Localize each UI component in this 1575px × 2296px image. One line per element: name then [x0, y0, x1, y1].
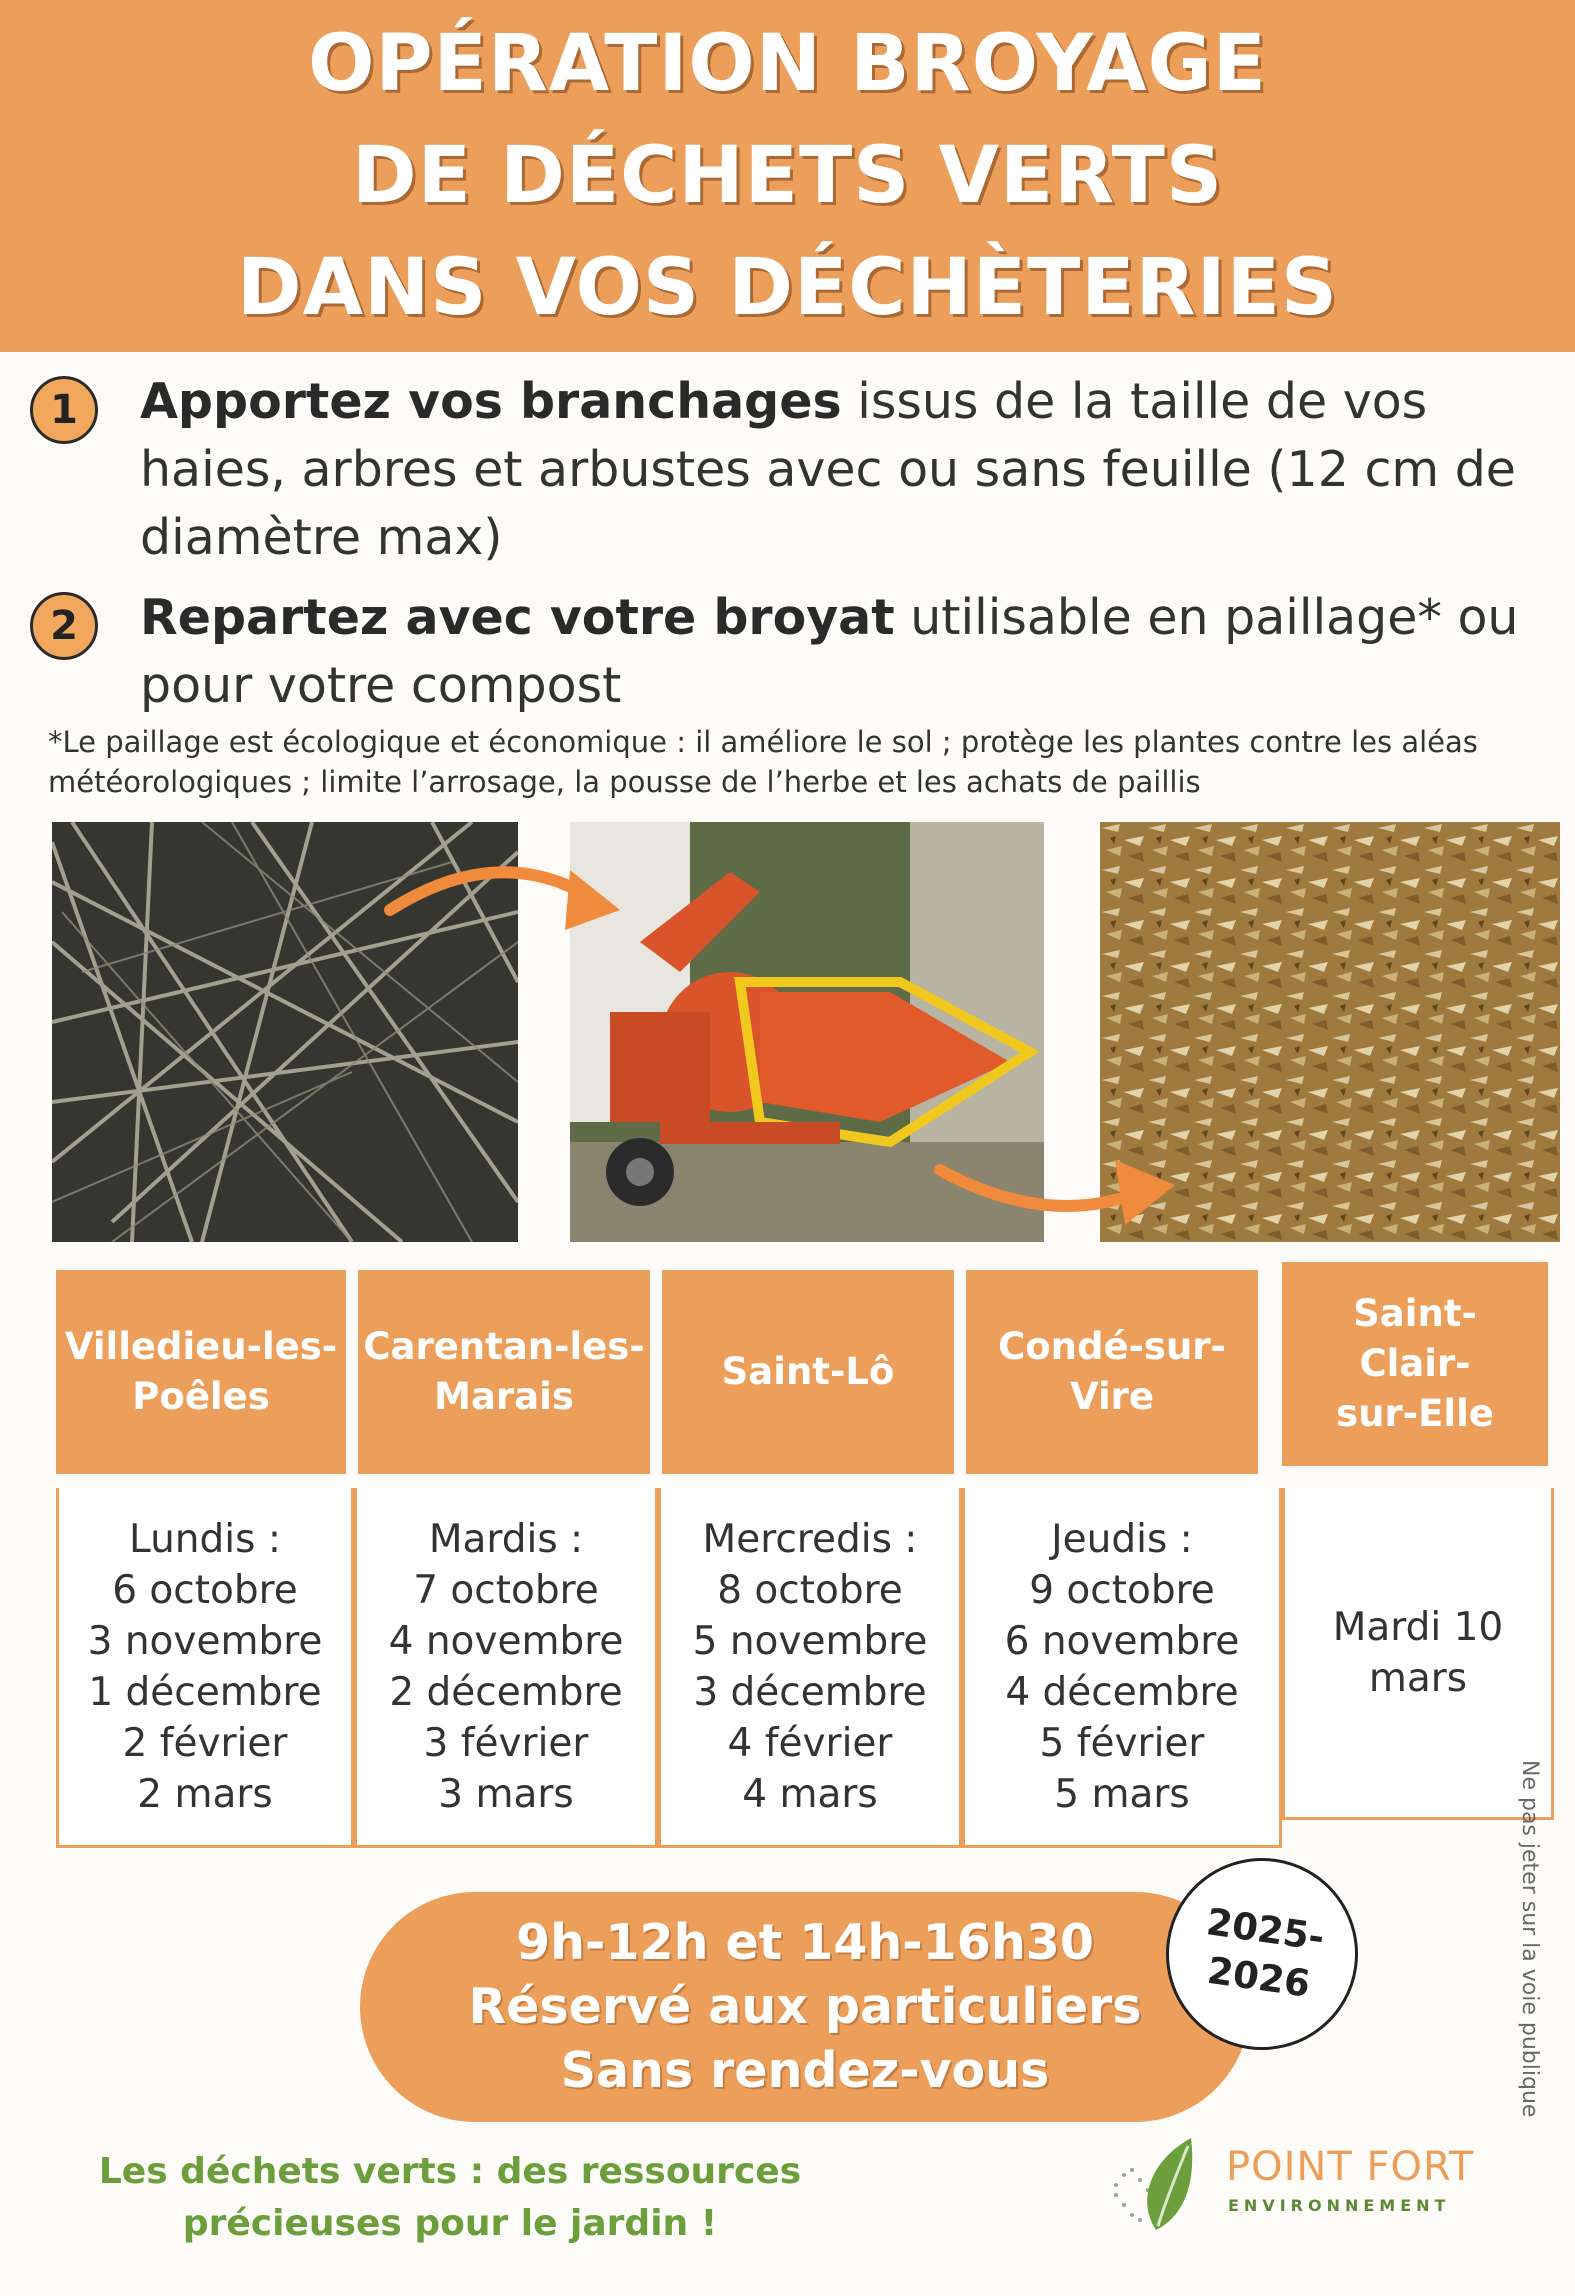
date-line: 6 novembre: [1004, 1618, 1240, 1664]
logo-name: POINT FORT: [1226, 2144, 1475, 2190]
dates-conde: [962, 1488, 1282, 1848]
date-line: 5 février: [1039, 1720, 1205, 1766]
paillage-note: *Le paillage est écologique et économique : il améliore le sol ; protège les plantes contre les aléas météorologiques ; limite l’arrosage, la pousse de l’herbe et les achats de paillis: [48, 725, 1478, 799]
date-line: 6 octobre: [112, 1567, 298, 1613]
year-line-1: 2025-: [1203, 1900, 1327, 1960]
logo-subtitle: ENVIRONNEMENT: [1228, 2196, 1451, 2215]
date-line: 2 février: [122, 1720, 288, 1766]
date-line: 3 février: [423, 1720, 589, 1766]
site-header-carentan: Carentan-les-Marais: [358, 1270, 650, 1474]
step-1-text: [140, 368, 1550, 572]
date-line: 4 novembre: [388, 1618, 624, 1664]
date-line: 2 mars: [137, 1771, 273, 1817]
date-line: Jeudis :: [1051, 1516, 1193, 1562]
side-legal-text: Ne pas jeter sur la voie publique: [1517, 1760, 1542, 2118]
year-line-2: 2026: [1204, 1948, 1313, 2006]
arrow-right-icon: [930, 1140, 1190, 1250]
date-line: Lundis :: [129, 1516, 281, 1562]
title-banner: [0, 0, 1575, 352]
dates-villedieu: [56, 1488, 354, 1848]
date-line: 4 mars: [742, 1771, 878, 1817]
title-line-3: DANS VOS DÉCHÈTERIES: [236, 243, 1339, 333]
leaf-logo-icon: [1106, 2130, 1216, 2240]
step-2-rest: utilisable en paillage* ou pour votre compost: [140, 589, 1519, 714]
date-line: 9 octobre: [1029, 1567, 1215, 1613]
date-line: 2 décembre: [389, 1669, 623, 1715]
dates-carentan: [354, 1488, 658, 1848]
title-line-1: OPÉRATION BROYAGE: [308, 19, 1267, 109]
step-2-number: 2: [30, 592, 98, 660]
date-line: Mercredis :: [702, 1516, 918, 1562]
site-header-villedieu: Villedieu-les-Poêles: [56, 1270, 346, 1474]
step-1-bold: Apportez vos branchages: [140, 373, 842, 430]
step-2-bold: Repartez avec votre broyat: [140, 589, 895, 646]
slogan-line-2: précieuses pour le jardin !: [182, 2203, 718, 2244]
step-1-number: 1: [30, 376, 98, 444]
date-line: 3 novembre: [87, 1618, 323, 1664]
reserved-note: Réservé aux particuliers: [468, 1978, 1142, 2035]
dates-saint-clair: [1282, 1488, 1554, 1820]
date-line: mars: [1368, 1655, 1468, 1701]
date-line: 4 décembre: [1005, 1669, 1239, 1715]
step-2-text: [140, 584, 1550, 720]
date-line: 1 décembre: [88, 1669, 322, 1715]
date-line: 4 février: [727, 1720, 893, 1766]
date-line: 8 octobre: [717, 1567, 903, 1613]
point-fort-logo: [1106, 2130, 1486, 2240]
title-line-2: DE DÉCHETS VERTS: [351, 131, 1224, 221]
date-line: 7 octobre: [413, 1567, 599, 1613]
date-line: Mardi 10: [1332, 1604, 1504, 1650]
dates-saint-lo: [658, 1488, 962, 1848]
opening-hours: 9h-12h et 14h-16h30: [516, 1914, 1094, 1971]
site-header-saint-clair: Saint-Clair-sur-Elle: [1282, 1262, 1548, 1466]
date-line: 3 décembre: [693, 1669, 927, 1715]
date-line: 5 mars: [1054, 1771, 1190, 1817]
date-line: 5 novembre: [692, 1618, 928, 1664]
slogan: [90, 2146, 810, 2250]
date-line: Mardis :: [428, 1516, 584, 1562]
step-1-rest: issus de la taille de vos haies, arbres et arbustes avec ou sans feuille (12 cm de diamètre max): [140, 373, 1516, 566]
opening-info: [360, 1892, 1250, 2122]
appointment-note: Sans rendez-vous: [560, 2042, 1050, 2099]
site-header-saint-lo: Saint-Lô: [662, 1270, 954, 1474]
arrow-right-icon: [380, 840, 640, 960]
site-header-conde: Condé-sur-Vire: [966, 1270, 1258, 1474]
date-line: 3 mars: [438, 1771, 574, 1817]
slogan-line-1: Les déchets verts : des ressources: [98, 2151, 802, 2192]
